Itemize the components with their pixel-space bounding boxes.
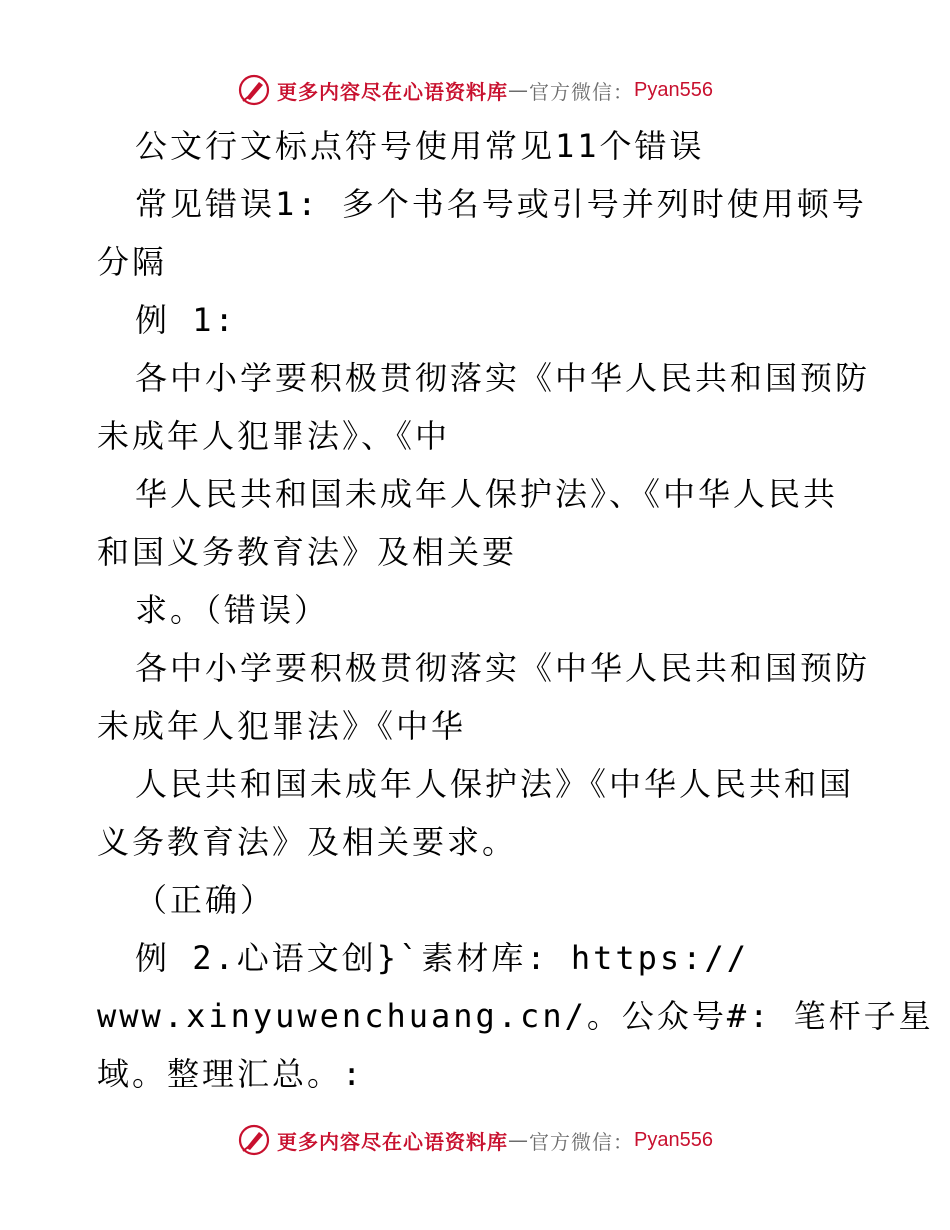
paragraph-line: 未成年人犯罪法》、《中 — [97, 417, 451, 455]
banner-wechat-id: Pyan556 — [634, 78, 713, 101]
paragraph-line: 例 1: — [135, 301, 237, 339]
banner-wechat-label: 官方微信： — [529, 1129, 635, 1154]
banner-dash: — — [508, 78, 530, 102]
document-title: 公文行文标点符号使用常见11个错误 — [135, 127, 705, 165]
paragraph-line: 分隔 — [97, 243, 168, 281]
paragraph-line: 例 2.心语文创}`素材库: https:// — [135, 939, 749, 977]
banner-wechat-id: Pyan556 — [634, 1128, 713, 1151]
feather-pen-logo-icon — [237, 73, 271, 107]
paragraph-line: 和国义务教育法》及相关要 — [97, 533, 518, 571]
banner-promo-text: 更多内容尽在心语资料库 — [277, 1129, 509, 1154]
paragraph-line: 未成年人犯罪法》《中华 — [97, 707, 467, 745]
paragraph-line: （正确） — [135, 881, 276, 919]
footer-banner — [0, 1120, 950, 1160]
paragraph-line: 义务教育法》及相关要求。 — [97, 823, 518, 861]
banner-wechat-label: 官方微信： — [529, 79, 635, 104]
paragraph-line: 人民共和国未成年人保护法》《中华人民共和国 — [135, 765, 855, 803]
paragraph-line: www.xinyuwenchuang.cn/。公众号#: 笔杆子星 — [97, 997, 934, 1035]
banner-promo-text: 更多内容尽在心语资料库 — [277, 79, 509, 104]
paragraph-line: 常见错误1: 多个书名号或引号并列时使用顿号 — [135, 185, 867, 223]
header-banner — [0, 70, 950, 110]
paragraph-line: 求。（错误） — [135, 591, 330, 629]
paragraph-line: 域。整理汇总。: — [97, 1055, 365, 1093]
paragraph-line: 各中小学要积极贯彻落实《中华人民共和国预防 — [135, 649, 871, 687]
feather-pen-logo-icon — [237, 1123, 271, 1157]
paragraph-line: 华人民共和国未成年人保护法》、《中华人民共 — [135, 475, 839, 513]
paragraph-line: 各中小学要积极贯彻落实《中华人民共和国预防 — [135, 359, 871, 397]
banner-dash: — — [508, 1128, 530, 1152]
